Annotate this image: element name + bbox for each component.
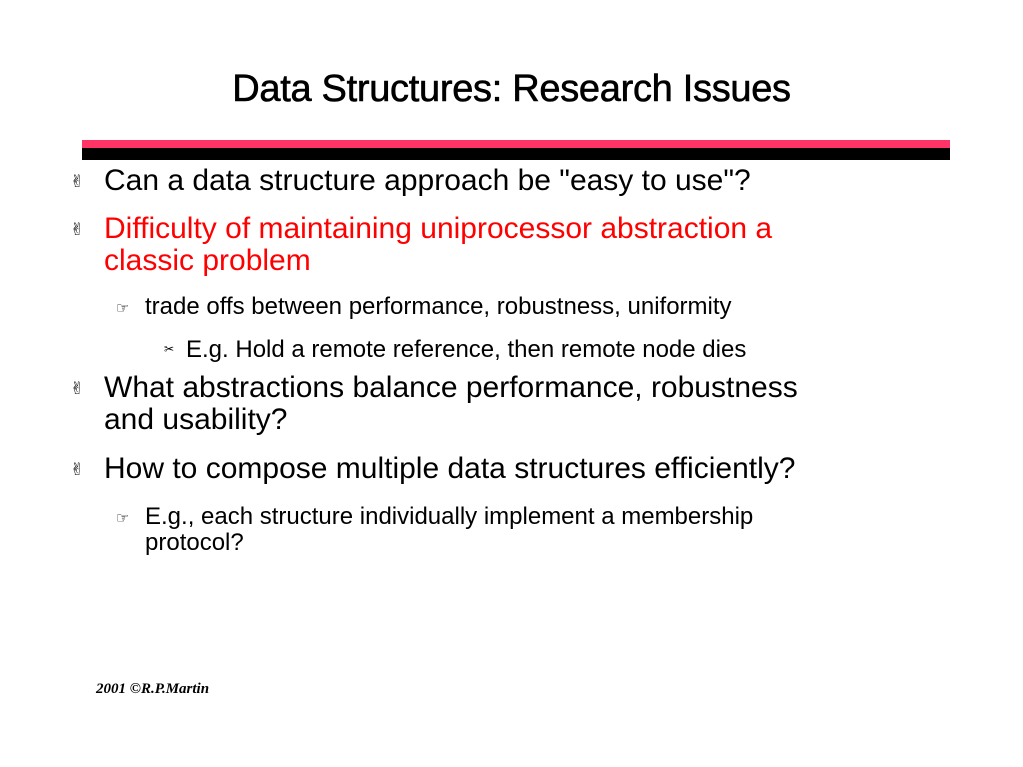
bullet-text-highlight-continued: classic problem — [104, 244, 311, 277]
pointing-hand-icon: ☞ — [116, 509, 130, 527]
victory-hand-icon: ✌ — [70, 379, 85, 399]
sub-sub-bullet-text: E.g. Hold a remote reference, then remote node dies — [186, 336, 747, 363]
bullet-text: Can a data structure approach be "easy to use"? — [104, 164, 751, 197]
sub-bullet-text: E.g., each structure individually implement a membership — [145, 503, 754, 530]
slide-title: Data Structures: Research Issues — [232, 68, 791, 110]
copyright-footer: 2001 ©R.P.Martin — [96, 681, 210, 697]
title-underline-red — [82, 140, 950, 148]
victory-hand-icon: ✌ — [70, 460, 85, 480]
bullet-text-continued: and usability? — [104, 403, 288, 436]
sub-bullet-text-continued: protocol? — [145, 529, 244, 556]
scissors-icon: ✂ — [164, 342, 175, 356]
victory-hand-icon: ✌ — [70, 172, 85, 192]
bullet-text-highlight: Difficulty of maintaining uniprocessor abstraction a — [104, 212, 773, 245]
bullet-text: How to compose multiple data structures efficiently? — [104, 452, 796, 485]
sub-bullet-text: trade offs between performance, robustness, uniformity — [145, 293, 732, 320]
victory-hand-icon: ✌ — [70, 220, 85, 240]
bullet-text: What abstractions balance performance, robustness — [104, 371, 798, 404]
pointing-hand-icon: ☞ — [116, 299, 130, 317]
title-underline-black — [82, 148, 950, 160]
